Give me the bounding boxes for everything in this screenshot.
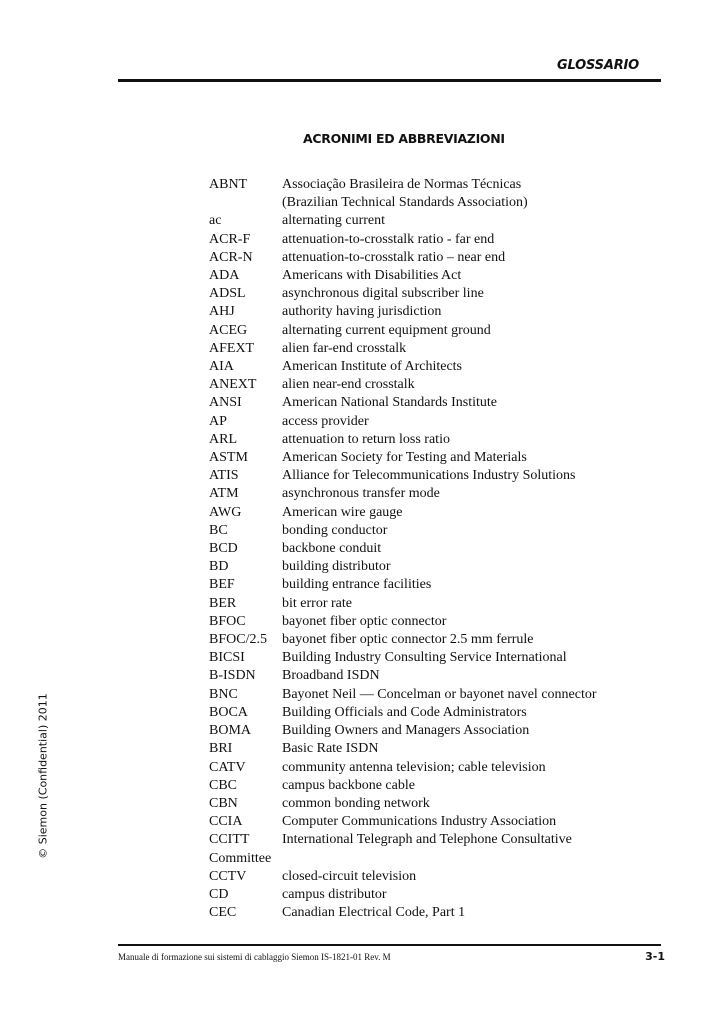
- glossary-row: [209, 231, 629, 249]
- glossary-row: [209, 212, 629, 230]
- glossary-row: [209, 322, 629, 340]
- glossary-abbreviation: AWG: [209, 504, 242, 520]
- glossary-definition: backbone conduit: [282, 541, 382, 557]
- glossary-abbreviation: AFEXT: [209, 340, 255, 356]
- glossary-row: [209, 904, 629, 922]
- glossary-definition: authority having jurisdiction: [282, 304, 442, 320]
- glossary-row: [209, 485, 629, 503]
- glossary-definition: attenuation-to-crosstalk ratio - far end: [282, 231, 495, 247]
- glossary-definition: International Telegraph and Telephone Consultative: [282, 832, 572, 848]
- glossary-row: [209, 704, 629, 722]
- glossary-definition: bit error rate: [282, 595, 352, 611]
- glossary-abbreviation: BICSI: [209, 650, 245, 666]
- glossary-definition: alien near-end crosstalk: [282, 377, 415, 393]
- glossary-row: [209, 576, 629, 594]
- glossary-row: [209, 267, 629, 285]
- glossary-abbreviation: AP: [209, 413, 227, 429]
- glossary-row: [209, 522, 629, 540]
- confidential-side-note: © Siemon (Confidential) 2011: [36, 693, 50, 859]
- glossary-row: [209, 868, 629, 886]
- glossary-definition: Associação Brasileira de Normas Técnicas: [282, 177, 522, 192]
- glossary-abbreviation: ACR-F: [209, 231, 251, 247]
- glossary-abbreviation: ANEXT: [209, 377, 257, 393]
- glossary-abbreviation: CBN: [209, 795, 238, 811]
- glossary-definition: alien far-end crosstalk: [282, 340, 407, 356]
- glossary-row: [209, 449, 629, 467]
- glossary-definition: building entrance facilities: [282, 577, 432, 593]
- glossary-definition: American National Standards Institute: [282, 395, 497, 411]
- glossary-abbreviation: ATM: [209, 486, 239, 502]
- glossary-row: [209, 376, 629, 394]
- section-title: ACRONIMI ED ABBREVIAZIONI: [303, 131, 505, 146]
- glossary-definition: alternating current equipment ground: [282, 322, 491, 338]
- glossary-abbreviation: ACEG: [209, 322, 248, 338]
- glossary-row: [209, 194, 629, 212]
- glossary-row: [209, 813, 629, 831]
- glossary-abbreviation: [209, 194, 282, 212]
- glossary-definition: American Institute of Architects: [282, 359, 462, 375]
- glossary-abbreviation: ADSL: [209, 286, 246, 302]
- glossary-row: [209, 795, 629, 813]
- glossary-row: [209, 667, 629, 685]
- glossary-definition: bayonet fiber optic connector 2.5 mm ferrule: [282, 632, 534, 648]
- glossary-definition: Building Industry Consulting Service International: [282, 650, 567, 666]
- glossary-row: [209, 285, 629, 303]
- glossary-definition: asynchronous digital subscriber line: [282, 286, 484, 302]
- glossary-list: [209, 176, 629, 922]
- glossary-row: [209, 740, 629, 758]
- glossary-definition: Broadband ISDN: [282, 668, 380, 684]
- glossary-definition: Bayonet Neil — Concelman or bayonet navel connector: [282, 686, 597, 702]
- glossary-row: [209, 831, 629, 867]
- glossary-definition: Computer Communications Industry Association: [282, 814, 557, 830]
- glossary-abbreviation: BEF: [209, 577, 235, 593]
- footer-text: Manuale di formazione sui sistemi di cablaggio Siemon IS-1821-01 Rev. M: [118, 952, 391, 962]
- glossary-abbreviation: BCD: [209, 541, 238, 557]
- glossary-definition: common bonding network: [282, 795, 430, 811]
- glossary-row: [209, 631, 629, 649]
- glossary-row: [209, 759, 629, 777]
- glossary-row: [209, 540, 629, 558]
- glossary-definition: building distributor: [282, 559, 391, 575]
- header-divider: [118, 79, 661, 82]
- glossary-row: [209, 467, 629, 485]
- glossary-abbreviation: ADA: [209, 268, 240, 284]
- glossary-definition: attenuation-to-crosstalk ratio – near end: [282, 249, 506, 265]
- glossary-definition: American wire gauge: [282, 504, 403, 520]
- glossary-row: [209, 558, 629, 576]
- glossary-abbreviation: ACR-N: [209, 249, 253, 265]
- glossary-definition: campus backbone cable: [282, 777, 415, 793]
- glossary-definition: access provider: [282, 413, 369, 429]
- glossary-abbreviation: ANSI: [209, 395, 242, 411]
- glossary-abbreviation: CCIA: [209, 814, 243, 830]
- glossary-abbreviation: CBC: [209, 777, 238, 793]
- glossary-row: [209, 722, 629, 740]
- glossary-row: [209, 886, 629, 904]
- glossary-row: [209, 431, 629, 449]
- glossary-row: [209, 504, 629, 522]
- glossary-abbreviation: AHJ: [209, 304, 235, 320]
- glossary-row: [209, 358, 629, 376]
- glossary-definition: American Society for Testing and Materials: [282, 450, 527, 466]
- glossary-abbreviation: CD: [209, 886, 229, 902]
- glossary-abbreviation: BER: [209, 595, 237, 611]
- glossary-row: [209, 777, 629, 795]
- glossary-abbreviation: ARL: [209, 431, 237, 447]
- glossary-abbreviation: BD: [209, 559, 229, 575]
- glossary-abbreviation: ABNT: [209, 177, 248, 192]
- glossary-abbreviation: BOMA: [209, 723, 252, 739]
- glossary-abbreviation: ATIS: [209, 468, 239, 484]
- footer-divider: [118, 944, 661, 946]
- glossary-definition: Alliance for Telecommunications Industry Solutions: [282, 468, 576, 484]
- glossary-abbreviation: BFOC/2.5: [209, 632, 267, 648]
- glossary-abbreviation: BFOC: [209, 613, 246, 629]
- glossary-definition: Building Owners and Managers Association: [282, 723, 530, 739]
- glossary-definition: bonding conductor: [282, 522, 388, 538]
- glossary-abbreviation: CCTV: [209, 868, 247, 884]
- glossary-abbreviation: BOCA: [209, 704, 248, 720]
- glossary-definition: attenuation to return loss ratio: [282, 431, 450, 447]
- glossary-abbreviation: BC: [209, 522, 228, 538]
- glossary-abbreviation: ac: [209, 213, 222, 229]
- glossary-row: [209, 613, 629, 631]
- glossary-definition: alternating current: [282, 213, 386, 229]
- glossary-definition: Americans with Disabilities Act: [282, 268, 462, 284]
- glossary-abbreviation: CATV: [209, 759, 246, 775]
- glossary-abbreviation: CEC: [209, 905, 237, 921]
- page-header-title: GLOSSARIO: [557, 58, 639, 73]
- glossary-definition: community antenna television; cable television: [282, 759, 546, 775]
- glossary-abbreviation: B-ISDN: [209, 668, 256, 684]
- glossary-definition: (Brazilian Technical Standards Association): [282, 195, 528, 211]
- glossary-abbreviation: BNC: [209, 686, 238, 702]
- glossary-definition: Basic Rate ISDN: [282, 741, 379, 757]
- glossary-row: [209, 649, 629, 667]
- glossary-abbreviation: AIA: [209, 359, 234, 375]
- glossary-row: [209, 303, 629, 321]
- glossary-definition: bayonet fiber optic connector: [282, 613, 447, 629]
- glossary-row: [209, 394, 629, 412]
- page-number: 3-1: [645, 950, 665, 963]
- glossary-row: [209, 340, 629, 358]
- glossary-abbreviation: BRI: [209, 741, 233, 757]
- glossary-definition: asynchronous transfer mode: [282, 486, 440, 502]
- glossary-row: [209, 249, 629, 267]
- glossary-definition: Building Officials and Code Administrators: [282, 704, 527, 720]
- glossary-row: [209, 686, 629, 704]
- glossary-abbreviation: CCITT Committee: [209, 832, 272, 866]
- glossary-abbreviation: ASTM: [209, 450, 248, 466]
- glossary-definition: campus distributor: [282, 886, 387, 902]
- glossary-row: [209, 595, 629, 613]
- glossary-definition: closed-circuit television: [282, 868, 417, 884]
- glossary-row: [209, 176, 629, 194]
- glossary-row: [209, 413, 629, 431]
- glossary-definition: Canadian Electrical Code, Part 1: [282, 905, 466, 921]
